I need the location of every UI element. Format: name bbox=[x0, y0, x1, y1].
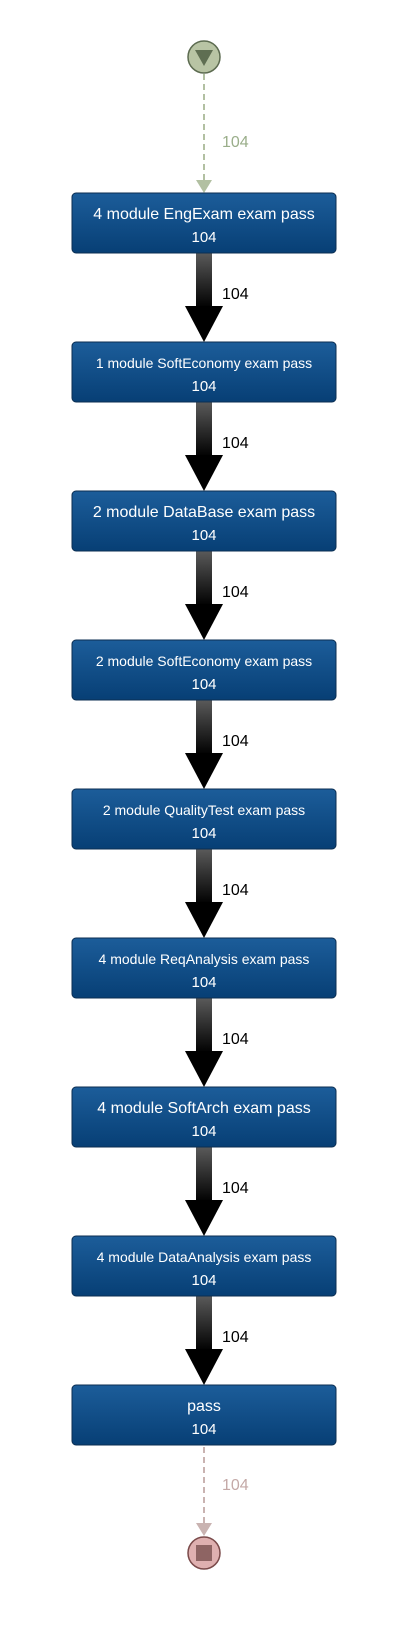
flow-edge[interactable] bbox=[185, 1147, 249, 1236]
flow-edge-label: 104 bbox=[222, 435, 249, 452]
flow-edge-arrowhead bbox=[185, 902, 223, 938]
activity-title: 4 module ReqAnalysis exam pass bbox=[98, 951, 310, 967]
flow-edge-shaft bbox=[196, 1296, 212, 1351]
activity-count: 104 bbox=[191, 229, 217, 246]
activity-title: 4 module DataAnalysis exam pass bbox=[96, 1249, 312, 1265]
end-edge[interactable] bbox=[196, 1447, 249, 1536]
flow-edge-shaft bbox=[196, 551, 212, 606]
activity-title: 1 module SoftEconomy exam pass bbox=[95, 355, 313, 371]
start-edge-label: 104 bbox=[222, 134, 249, 151]
flow-edge[interactable] bbox=[185, 700, 249, 789]
activity-count: 104 bbox=[191, 527, 217, 544]
activity-title: 2 module SoftEconomy exam pass bbox=[95, 653, 313, 669]
flow-edge-arrowhead bbox=[185, 753, 223, 789]
flow-edge-label: 104 bbox=[222, 584, 249, 601]
flow-edge-arrowhead bbox=[185, 604, 223, 640]
flow-edge-arrowhead bbox=[185, 1051, 223, 1087]
end-edge-arrowhead bbox=[196, 1523, 212, 1536]
end-square-icon bbox=[196, 1545, 212, 1561]
flow-edge-shaft bbox=[196, 1147, 212, 1202]
flow-edge[interactable] bbox=[185, 998, 249, 1087]
flow-edge-shaft bbox=[196, 700, 212, 755]
activity-node[interactable] bbox=[72, 1236, 336, 1296]
flow-edge-arrowhead bbox=[185, 455, 223, 491]
flow-edge-arrowhead bbox=[185, 1349, 223, 1385]
start-edge[interactable] bbox=[196, 74, 249, 193]
flow-edge[interactable] bbox=[185, 253, 249, 342]
flow-edge-label: 104 bbox=[222, 1329, 249, 1346]
activity-title: 4 module SoftArch exam pass bbox=[97, 1100, 311, 1117]
flow-edge-label: 104 bbox=[222, 286, 249, 303]
activity-node[interactable] bbox=[72, 193, 336, 253]
activity-count: 104 bbox=[191, 1272, 217, 1289]
nodes-layer bbox=[72, 193, 336, 1445]
activity-title: 2 module QualityTest exam pass bbox=[102, 802, 306, 818]
end-edge-label: 104 bbox=[222, 1477, 249, 1494]
flow-edge-arrowhead bbox=[185, 306, 223, 342]
activity-node[interactable] bbox=[72, 640, 336, 700]
activity-title: 2 module DataBase exam pass bbox=[92, 504, 316, 521]
flow-edge-label: 104 bbox=[222, 882, 249, 899]
activity-count: 104 bbox=[191, 1123, 217, 1140]
start-event[interactable] bbox=[188, 41, 220, 73]
flow-edge[interactable] bbox=[185, 551, 249, 640]
flow-edge-label: 104 bbox=[222, 733, 249, 750]
activity-node[interactable] bbox=[72, 1087, 336, 1147]
activity-title: 4 module EngExam exam pass bbox=[93, 206, 315, 223]
start-edge-arrowhead bbox=[196, 180, 212, 193]
flow-edge-shaft bbox=[196, 998, 212, 1053]
activity-node[interactable] bbox=[72, 938, 336, 998]
flow-edge-arrowhead bbox=[185, 1200, 223, 1236]
activity-node[interactable] bbox=[72, 342, 336, 402]
activity-node[interactable] bbox=[72, 1385, 336, 1445]
activity-count: 104 bbox=[191, 825, 217, 842]
flow-edge-label: 104 bbox=[222, 1180, 249, 1197]
flow-edge[interactable] bbox=[185, 849, 249, 938]
flow-edge-shaft bbox=[196, 402, 212, 457]
activity-count: 104 bbox=[191, 1421, 217, 1438]
flow-edge[interactable] bbox=[185, 402, 249, 491]
flow-edge-label: 104 bbox=[222, 1031, 249, 1048]
activity-count: 104 bbox=[191, 378, 217, 395]
activity-count: 104 bbox=[191, 676, 217, 693]
flow-edge-shaft bbox=[196, 849, 212, 904]
end-event[interactable] bbox=[188, 1537, 220, 1569]
flow-edge-shaft bbox=[196, 253, 212, 308]
activity-title: pass bbox=[187, 1398, 221, 1415]
activity-node[interactable] bbox=[72, 491, 336, 551]
activity-count: 104 bbox=[191, 974, 217, 991]
activity-node[interactable] bbox=[72, 789, 336, 849]
flow-edge[interactable] bbox=[185, 1296, 249, 1385]
